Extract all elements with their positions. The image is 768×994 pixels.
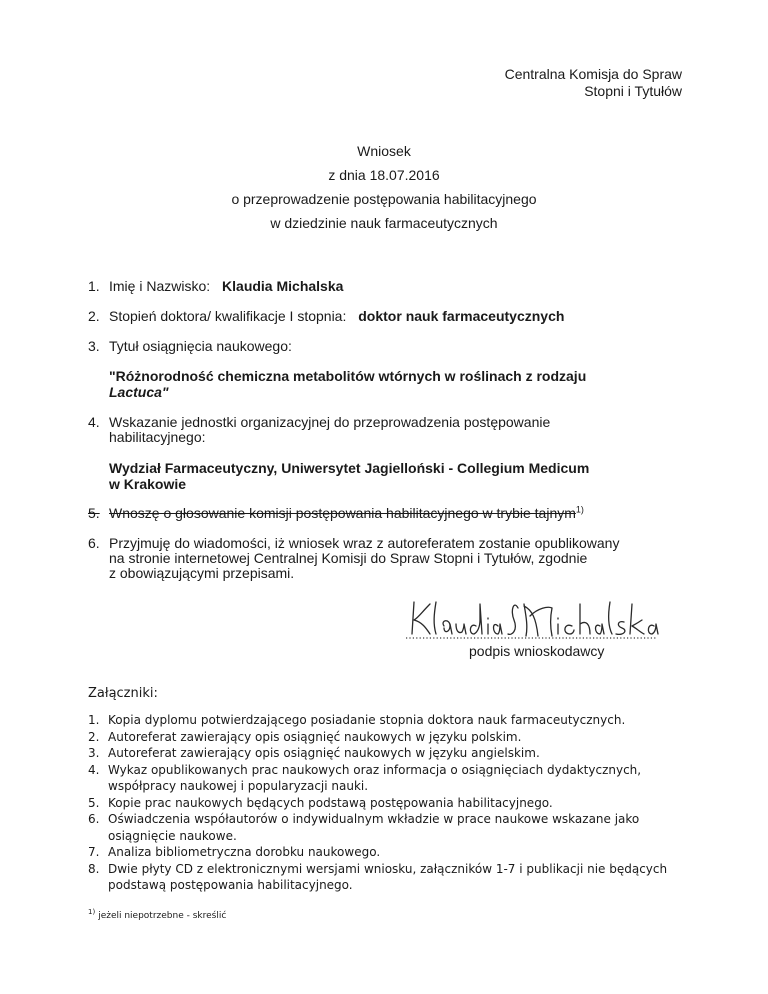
- attachment-item: [88, 712, 688, 729]
- attachments-heading: Załączniki:: [88, 686, 158, 701]
- item-label-line-1: Wskazanie jednostki organizacyjnej do przeprowadzenia postępowanie: [109, 414, 551, 430]
- item-number: 4.: [88, 414, 100, 430]
- attachment-text: Autoreferat zawierający opis osiągnięć naukowych w języku angielskim.: [108, 746, 540, 760]
- attachment-number: 8.: [88, 861, 100, 876]
- title-line-1: Wniosek: [357, 143, 411, 159]
- title-block: [0, 139, 768, 235]
- unit-line-2: w Krakowie: [109, 476, 187, 492]
- achievement-title-line-2: Lactuca": [109, 384, 169, 400]
- unit-line-1: Wydział Farmaceutyczny, Uniwersytet Jagielloński - Collegium Medicum: [109, 460, 590, 476]
- attachment-number: 6.: [88, 812, 100, 826]
- item-value: Klaudia Michalska: [222, 278, 344, 294]
- item-label: Imię i Nazwisko:: [109, 278, 211, 294]
- title-line-4: w dziedzinie nauk farmaceutycznych: [270, 215, 498, 231]
- attachment-number: 1.: [88, 713, 100, 727]
- notice-line-2: na stronie internetowej Centralnej Komisji do Spraw Stopni i Tytułów, zgodnie: [109, 550, 588, 566]
- item-value: doktor nauk farmaceutycznych: [358, 308, 565, 324]
- attachment-text: Autoreferat zawierający opis osiągnięć naukowych w języku polskim.: [108, 729, 522, 744]
- attachment-text: Analiza bibliometryczna dorobku naukowego.: [108, 845, 381, 859]
- recipient-block: [505, 66, 682, 100]
- title-line-3: o przeprowadzenie postępowania habilitacyjnego: [231, 191, 537, 207]
- attachment-number: 5.: [88, 795, 100, 810]
- item-label: Stopień doktora/ kwalifikacje I stopnia:: [109, 308, 347, 324]
- attachment-text: Kopia dyplomu potwierdzającego posiadanie stopnia doktora nauk farmaceutycznych.: [108, 713, 626, 727]
- title-line-2: z dnia 18.07.2016: [328, 167, 440, 183]
- attachment-text: Wykaz opublikowanych prac naukowych oraz informacja o osiągnięciach dydaktycznych, współpracy naukowej i popularyzacji nauki.: [108, 762, 642, 793]
- item-number: 5.: [88, 505, 100, 521]
- signature-caption: podpis wnioskodawcy: [469, 643, 605, 659]
- attachment-item: [88, 861, 688, 894]
- attachment-number: 7.: [88, 845, 100, 859]
- recipient-line-2: Stopni i Tytułów: [584, 83, 682, 99]
- attachment-number: 3.: [88, 746, 100, 760]
- attachment-item: [88, 811, 688, 844]
- item-struck-text: Wnoszę o głosowanie komisji postępowania habilitacyjnego w trybie tajnym: [109, 505, 576, 521]
- footnote-ref: 1): [575, 504, 584, 515]
- item-label: Tytuł osiągnięcia naukowego:: [109, 338, 292, 354]
- attachment-text: Kopie prac naukowych będących podstawą postępowania habilitacyjnego.: [108, 795, 553, 810]
- handwritten-signature: [400, 596, 660, 642]
- footnote: [88, 908, 226, 921]
- item-number: 2.: [88, 308, 100, 324]
- footnote-mark: 1): [88, 908, 96, 916]
- achievement-title-line-1: "Różnorodność chemiczna metabolitów wtórnych w roślinach z rodzaju: [109, 368, 587, 384]
- item-label-line-2: habilitacyjnego:: [109, 429, 206, 445]
- attachment-number: 2.: [88, 729, 100, 744]
- footnote-text: jeżeli niepotrzebne - skreślić: [98, 911, 227, 921]
- attachment-item: [88, 795, 688, 812]
- item-number: 3.: [88, 338, 100, 354]
- notice-line-1: Przyjmuję do wiadomości, iż wniosek wraz z autoreferatem zostanie opublikowany: [109, 535, 620, 551]
- attachment-item: [88, 844, 688, 861]
- attachments-list: [88, 712, 688, 894]
- attachment-text: Dwie płyty CD z elektronicznymi wersjami wniosku, załączników 1-7 i publikacji nie będących podstawą postępowania habilitacyjnego.: [108, 861, 668, 892]
- attachment-number: 4.: [88, 762, 100, 777]
- attachment-item: [88, 745, 688, 762]
- attachment-text: Oświadczenia współautorów o indywidualnym wkładzie w prace naukowe wskazane jako osiągnięcie naukowe.: [108, 812, 640, 843]
- item-number: 6.: [88, 535, 100, 551]
- recipient-line-1: Centralna Komisja do Spraw: [504, 66, 682, 82]
- notice-line-3: z obowiązującymi przepisami.: [109, 565, 295, 581]
- attachment-item: [88, 762, 688, 795]
- attachment-item: [88, 729, 688, 746]
- item-number: 1.: [88, 278, 100, 294]
